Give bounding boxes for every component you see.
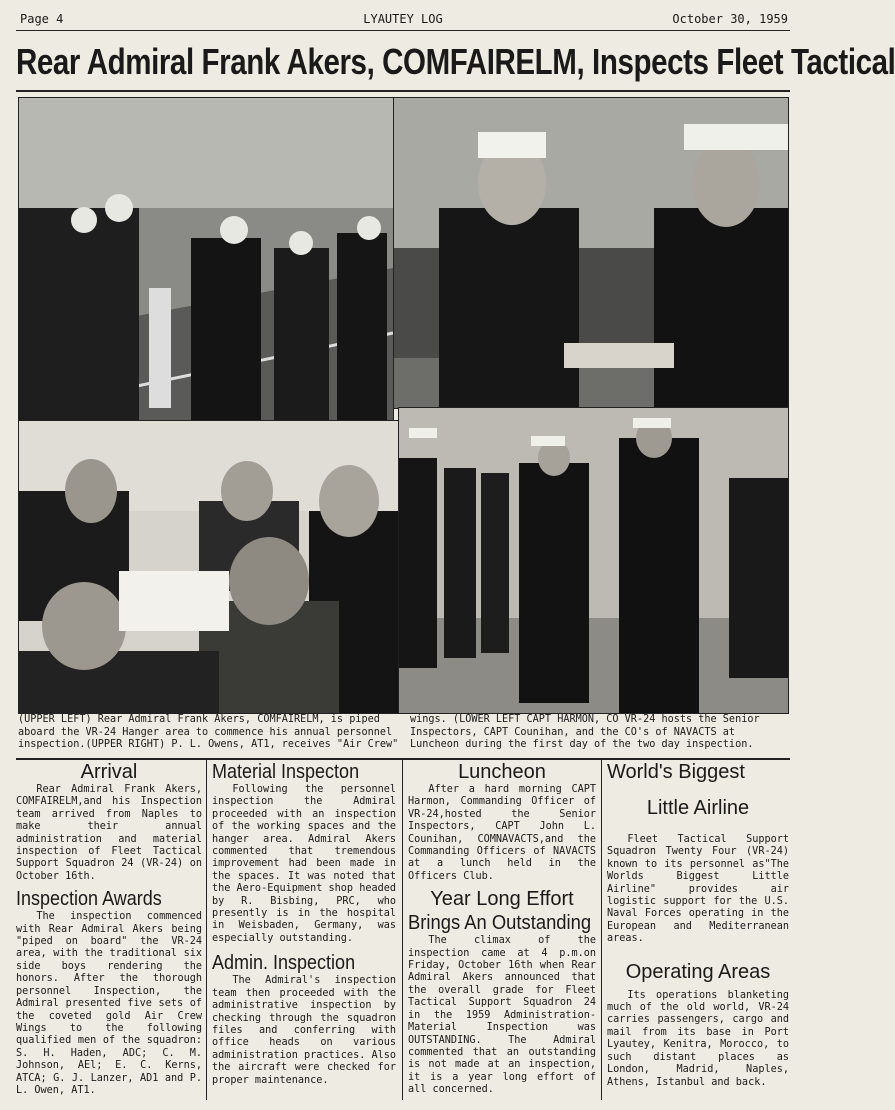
masthead [16, 6, 790, 31]
photo-caption-right: wings. (LOWER LEFT CAPT HARMON, CO VR-24 hosts the Senior Inspectors, CAPT Counihan, and the CO's of NAVACTS at Luncheon during the first day of the two day inspection. [410, 714, 760, 750]
awards-heading: Inspection Awards [16, 888, 162, 911]
effort-body: The climax of the inspection came at 4 p.m.on Friday, October 16th when Rear Admiral Akers announced that the overall grade for Fleet Tactical Support Squadron 24 in the 1959 Administration-Material Inspection was OUTSTANDING. The Admiral commented that an outstanding is not made at an inspection, it is a year long effort of all concerned. [408, 935, 596, 1096]
publication-name: LYAUTEY LOG [363, 12, 443, 26]
headline-rule [16, 90, 790, 92]
admin-body: The Admiral's inspection team then proceeded with the administrative inspection by checking through the squadron files and conferring with office heads on various administration practices. Also the aircraft were checked for proper maintenance. [212, 975, 397, 1086]
biggest-heading-line1: World's Biggest [607, 761, 745, 783]
page-headline: Rear Admiral Frank Akers, COMFAIRELM, Inspects Fleet Tactical [16, 41, 895, 82]
column-3 [408, 760, 596, 1100]
page-number: Page 4 [20, 12, 64, 26]
material-heading: Material Inspecton [212, 761, 360, 783]
luncheon-photo [18, 420, 400, 714]
sailors-saluting-photo [18, 97, 394, 422]
column-1 [16, 760, 202, 1100]
arrival-body: Rear Admiral Frank Akers, COMFAIRELM,and his Inspection team arrived from Naples to make their annual administration and material inspection of Fleet Tactical Support Squadron 24 (VR-24) on October 16th. [16, 784, 202, 882]
handshake-photo [393, 97, 789, 409]
biggest-heading-line2: Little Airline [646, 797, 750, 819]
awards-body: The inspection commenced with Rear Admiral Akers being "piped on board" the VR-24 area, with the traditional six side boys rendering the honors. After the thorough personnel Inspection, the Admiral presented five sets of the coveted gold Air Crew Wings to the following qualified men of the squadron: S. H. Haden, ADC; C. M. Johnson, AEl; E. C. Kerns, ATCA; G. J. Lanzer, AD1 and P. L. Owen, AT1. [16, 911, 202, 1096]
material-body: Following the personnel inspection the Admiral proceeded with an inspection of the working spaces and the hanger area. Admiral Akers commented that tremendous improvement had been made in the spaces. It was noted that the Aero-Equipment shop headed by R. Bisbing, PRC, who presently is in the hospital in Weisbaden, Germany, was especially outstanding. [212, 784, 397, 944]
inspection-line-photo [398, 407, 789, 714]
column-2 [212, 760, 396, 1100]
arrival-heading: Arrival [80, 761, 138, 783]
column-separator [206, 760, 207, 1100]
issue-date: October 30, 1959 [672, 12, 788, 26]
photo-caption-left: (UPPER LEFT) Rear Admiral Frank Akers, COMFAIRELM, is piped aboard the VR-24 Hanger area to commence his annual personnel inspection.(UPPER RIGHT) P. L. Owens, AT1, receives "Air Crew" [18, 714, 399, 750]
biggest-body: Fleet Tactical Support Squadron Twenty Four (VR-24) known to its personnel as"The Worlds Biggest Little Airline" provides air logistic support for the U.S. Naval Forces operating in the European and Mediterranean areas. [607, 834, 789, 945]
admin-heading: Admin. Inspection [212, 952, 356, 975]
column-4 [607, 760, 789, 1100]
luncheon-body: After a hard morning CAPT Harmon, Commanding Officer of VR-24,hosted the Senior Inspectors, CAPT John L. Counihan, COMNAVACTS,and the Commanding Officers of NAVACTS at a lunch held in the Officers Club. [408, 784, 596, 882]
operating-heading: Operating Areas [625, 960, 771, 983]
luncheon-heading: Luncheon [458, 761, 546, 783]
effort-heading-line2: Brings An Outstanding [408, 912, 592, 935]
column-separator [402, 760, 403, 1100]
operating-body: Its operations blanketing much of the old world, VR-24 carries passengers, cargo and mail from its base in Port Lyautey, Kenitra, Morocco, to such distant places as London, Madrid, Naples, Athens, Istanbul and back. [607, 989, 789, 1088]
column-separator [601, 760, 602, 1100]
effort-heading-line1: Year Long Effort [430, 888, 574, 911]
